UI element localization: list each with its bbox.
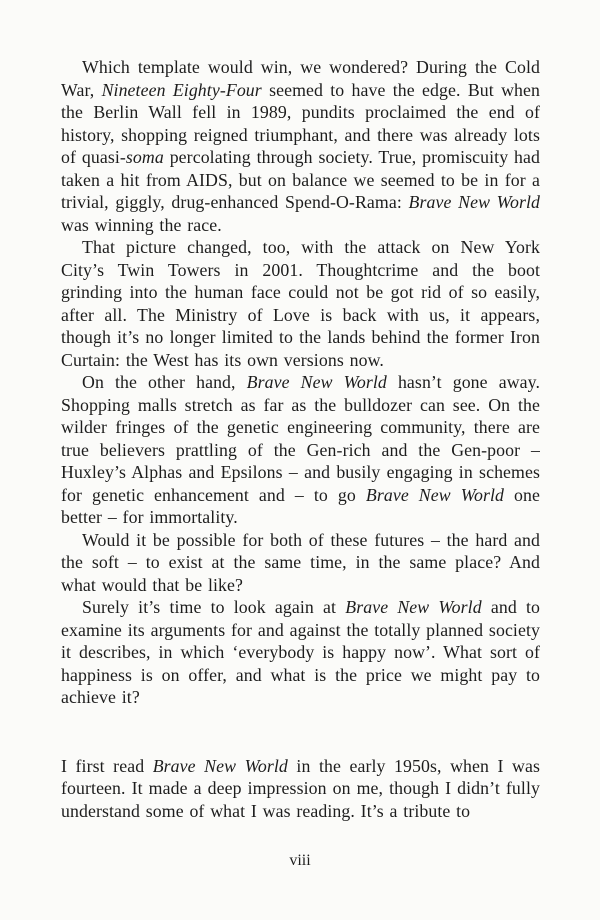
paragraph bbox=[61, 371, 540, 529]
body-text: one better – for immortality. bbox=[61, 484, 540, 527]
page-text bbox=[61, 56, 540, 822]
paragraph bbox=[61, 755, 540, 823]
italic-text: Brave New World bbox=[152, 755, 288, 776]
italic-text: Nineteen Eighty-Four bbox=[101, 79, 262, 100]
italic-text: soma bbox=[125, 147, 164, 167]
body-text: That picture changed, too, with the attack on New York City’s Twin Towers in 2001. Thoughtcrime and the boot grinding into the human face could not be got rid of so easily, after all. The Ministry of Love is back with us, it appears, though it’s no longer limited to the lands behind the former Iron Curtain: the West has its own versions now. bbox=[61, 237, 540, 370]
body-text: Which template would win, we wondered? During the Cold War, bbox=[61, 57, 540, 100]
body-text: Would it be possible for both of these futures – the hard and the soft – to exist at the same time, in the same place? And what would that be like? bbox=[61, 529, 540, 595]
paragraph bbox=[61, 529, 540, 597]
body-text: Surely it’s time to look again at bbox=[82, 597, 346, 617]
body-text: in the early 1950s, when I was fourteen. It made a deep impression on me, though I didn’t fully understand some of what I was reading. It’s a tribute to bbox=[61, 755, 540, 821]
body-text: and to examine its arguments for and against the totally planned society it describes, in which ‘everybody is happy now’. What sort of happiness is on offer, and what is the price we might pay to achieve it? bbox=[61, 597, 540, 707]
body-text: seemed to have the edge. But when the Berlin Wall fell in 1989, pundits proclaimed the end of history, shopping reigned triumphant, and there was already lots of quasi- bbox=[61, 79, 540, 167]
paragraph bbox=[61, 56, 540, 236]
italic-text: Brave New World bbox=[365, 484, 505, 505]
body-text: I first read bbox=[61, 755, 153, 776]
body-text: On the other hand, bbox=[82, 372, 247, 392]
page-number: viii bbox=[289, 852, 311, 869]
body-text: was winning the race. bbox=[61, 214, 222, 235]
italic-text: Brave New World bbox=[246, 372, 387, 392]
paragraph bbox=[61, 596, 540, 709]
italic-text: Brave New World bbox=[345, 597, 482, 617]
paragraph bbox=[61, 236, 540, 371]
body-text: percolating through society. True, promiscuity had taken a hit from AIDS, but on balance we seemed to be in for a trivial, giggly, drug-enhanced Spend-O-Rama: bbox=[61, 147, 541, 212]
body-text: hasn’t gone away. Shopping malls stretch as far as the bulldozer can see. On the wilder fringes of the genetic engineering community, there are true believers prattling of the Gen-rich and the Gen-poor – Huxley’s Alphas and Epsilons – and busily engaging in schemes for genetic enhancement and – to go bbox=[61, 372, 541, 505]
italic-text: Brave New World bbox=[408, 192, 540, 212]
